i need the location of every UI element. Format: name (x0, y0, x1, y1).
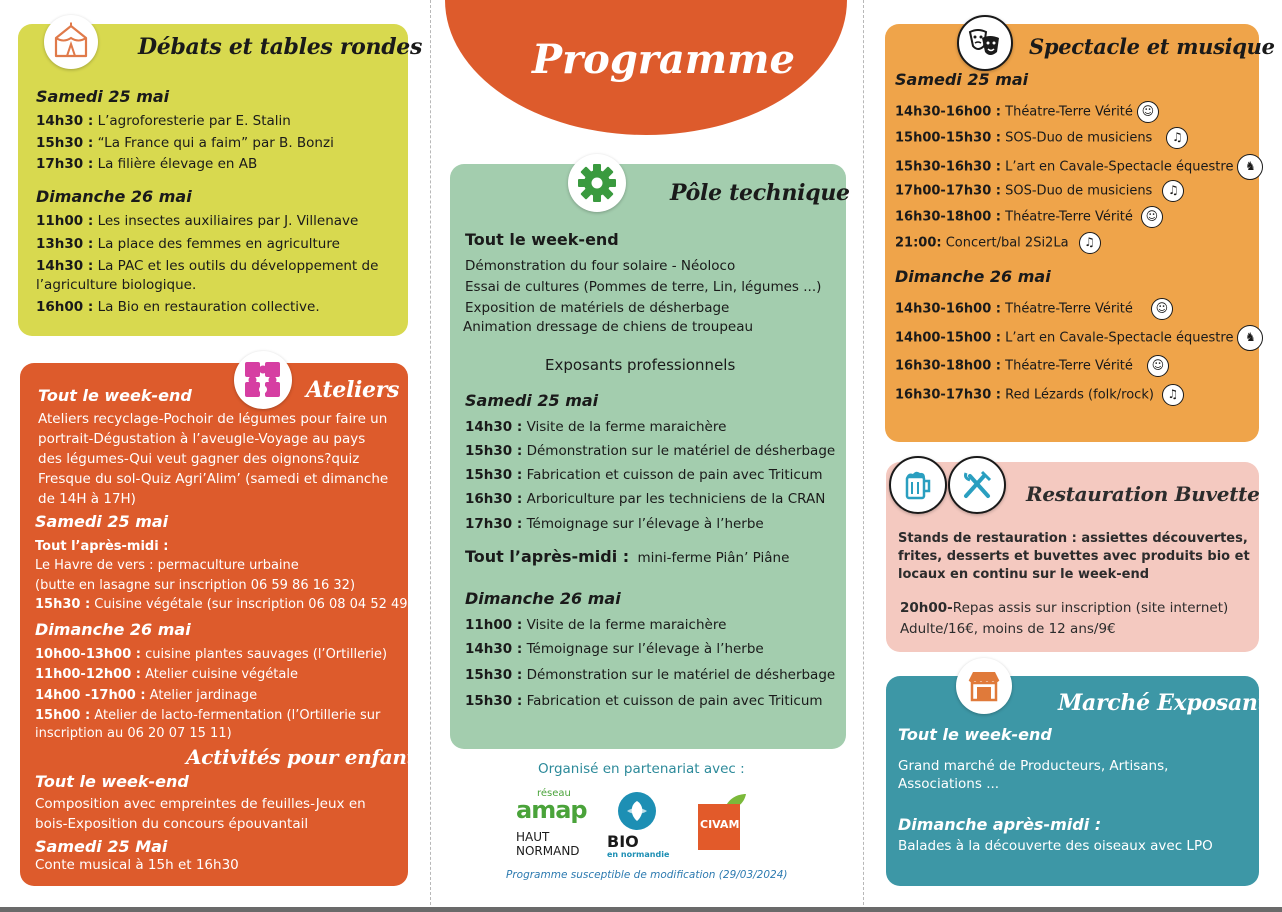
debats-row-3: 17h30 : La filière élevage en AB (36, 156, 258, 172)
debats-row-7: l’agriculture biologique. (36, 277, 197, 293)
ateliers-weekend-line-5: de 14H à 17H) (38, 491, 136, 507)
fold-line-right (863, 0, 864, 905)
bottom-edge (0, 907, 1282, 912)
organise-label: Organisé en partenariat avec : (538, 761, 745, 777)
debats-row-6: 14h30 : La PAC et les outils du développement de (36, 258, 379, 274)
logo-civam (698, 790, 754, 862)
logo-bio (604, 792, 674, 862)
restauration-p1c: locaux en continu sur le week-end (898, 567, 1150, 582)
pole-apres-midi-row: Tout l’après-midi : mini-ferme Piân’ Piâne (465, 547, 790, 566)
debats-row-5: 13h30 : La place des femmes en agriculture (36, 236, 340, 252)
horse-rider-icon: ♞ (1237, 154, 1263, 180)
pole-weekend-line-1: Démonstration du four solaire - Néoloco (465, 258, 736, 274)
pole-row-5: 17h30 : Témoignage sur l’élevage à l’herbe (465, 516, 764, 532)
music-note-icon: ♫ (1166, 127, 1188, 149)
horse-rider-icon: ♞ (1237, 325, 1263, 351)
debats-day2: Dimanche 26 mai (36, 187, 192, 206)
debats-row-8: 16h00 : La Bio en restauration collective. (36, 299, 320, 315)
theatre-icon: ☺ (1151, 298, 1173, 320)
logo-amap-top: réseau (537, 788, 571, 799)
pole-row-4: 16h30 : Arboriculture par les techniciens de la CRAN (465, 491, 826, 507)
restauration-card (886, 462, 1259, 652)
ateliers-row-1: 10h00-13h00 : cuisine plantes sauvages (l’Ortillerie) (35, 647, 388, 662)
theatre-icon: ☺ (1147, 355, 1169, 377)
pole-exposants: Exposants professionnels (545, 356, 736, 374)
pole-row-1: 14h30 : Visite de la ferme maraichère (465, 419, 727, 435)
debats-row-2: 15h30 : “La France qui a faim” par B. Bonzi (36, 135, 334, 151)
logo-amap (510, 788, 594, 864)
spectacle-row-8: 14h00-15h00 : L’art en Cavale-Spectacle équestre ♞ (895, 325, 1263, 351)
pole-row-2: 15h30 : Démonstration sur le matériel de désherbage (465, 443, 836, 459)
ateliers-card (20, 363, 427, 886)
ateliers-day1: Samedi 25 mai (35, 512, 169, 531)
spectacle-row-3: 15h30-16h30 : L’art en Cavale-Spectacle équestre ♞ (895, 154, 1263, 180)
marche-weekend-line-2: Associations ... (898, 776, 1000, 792)
pole-row-6: 11h00 : Visite de la ferme maraichère (465, 617, 727, 633)
theatre-masks-icon (957, 15, 1013, 71)
ateliers-cuisine-row: 15h30 : Cuisine végétale (sur inscription 06 08 04 52 49) (35, 597, 413, 612)
spectacle-row-9: 16h30-18h00 : Théatre-Terre Vérité ☺ (895, 355, 1169, 377)
bio-leaf-icon (618, 792, 656, 830)
theatre-icon: ☺ (1137, 101, 1159, 123)
gear-icon (568, 154, 626, 212)
ateliers-apres-midi: Tout l’après-midi : (35, 539, 169, 554)
spectacle-title: Spectacle et musique (1029, 34, 1275, 59)
pole-weekend-line-3: Exposition de matériels de désherbage (465, 300, 730, 316)
spectacle-row-6: 21:00: Concert/bal 2Si2La ♫ (895, 232, 1101, 254)
logo-amap-line1: HAUT (516, 830, 550, 844)
ateliers-title: Ateliers (306, 377, 400, 403)
pole-weekend-label: Tout le week-end (465, 230, 619, 249)
marche-dimanche-text: Balades à la découverte des oiseaux avec LPO (898, 838, 1213, 854)
restauration-title: Restauration Buvette (1026, 482, 1260, 506)
marche-weekend-line-1: Grand marché de Producteurs, Artisans, (898, 758, 1169, 774)
logo-civam-main: CIVAM (700, 818, 740, 831)
pole-row-9: 15h30 : Fabrication et cuisson de pain avec Triticum (465, 693, 823, 709)
civam-box (698, 804, 740, 850)
spectacle-day2: Dimanche 26 mai (895, 267, 1051, 286)
pole-day1: Samedi 25 mai (465, 391, 599, 410)
programme-title: Programme (532, 36, 795, 83)
ateliers-row-4: 15h00 : Atelier de lacto-fermentation (l’Ortillerie sur (35, 708, 381, 723)
debats-row-4: 11h00 : Les insectes auxiliaires par J. Villenave (36, 213, 359, 229)
ateliers-havre-1: Le Havre de vers : permaculture urbaine (35, 558, 299, 573)
tent-icon (44, 15, 98, 69)
music-note-icon: ♫ (1162, 384, 1184, 406)
pole-row-8: 15h30 : Démonstration sur le matériel de désherbage (465, 667, 836, 683)
spectacle-row-1: 14h30-16h00 : Théatre-Terre Vérité ☺ (895, 101, 1159, 123)
logo-amap-line2: NORMAND (516, 844, 580, 858)
debats-card (18, 24, 423, 336)
enfants-line-2: bois-Exposition du concours épouvantail (35, 816, 309, 832)
pole-weekend-line-2: Essai de cultures (Pommes de terre, Lin, légumes ...) (465, 279, 822, 295)
restauration-p1b: frites, desserts et buvettes avec produits bio et (898, 549, 1250, 564)
ateliers-row-3: 14h00 -17h00 : Atelier jardinage (35, 688, 258, 703)
ateliers-row-5: inscription au 06 20 07 15 11) (35, 726, 232, 741)
ateliers-weekend-line-3: des légumes-Qui veut gagner des oignons?quiz (38, 451, 360, 467)
spectacle-row-10: 16h30-17h30 : Red Lézards (folk/rock) ♫ (895, 384, 1184, 406)
ateliers-weekend-line-4: Fresque du sol-Quiz Agri’Alim’ (samedi et dimanche (38, 471, 389, 487)
marche-weekend-label: Tout le week-end (898, 725, 1052, 744)
ateliers-weekend-label: Tout le week-end (38, 386, 192, 405)
spectacle-row-2: 15h00-15h30 : SOS-Duo de musiciens ♫ (895, 127, 1188, 149)
pole-row-3: 15h30 : Fabrication et cuisson de pain avec Triticum (465, 467, 823, 483)
disclaimer: Programme susceptible de modification (29/03/2024) (506, 869, 788, 881)
pole-card (450, 164, 850, 749)
restauration-p2a: 20h00-Repas assis sur inscription (site internet) (900, 600, 1229, 616)
pole-weekend-line-4: Animation dressage de chiens de troupeau (463, 319, 754, 335)
enfants-title: Activités pour enfants (186, 745, 427, 769)
ateliers-weekend-line-1: Ateliers recyclage-Pochoir de légumes pour faire un (38, 411, 388, 427)
enfants-conte: Conte musical à 15h et 16h30 (35, 857, 239, 873)
enfants-line-1: Composition avec empreintes de feuilles-Jeux en (35, 796, 366, 812)
debats-day1: Samedi 25 mai (36, 87, 170, 106)
ateliers-day2: Dimanche 26 mai (35, 620, 191, 639)
puzzle-icon (234, 351, 292, 409)
spectacle-row-7: 14h30-16h00 : Théatre-Terre Vérité ☺ (895, 298, 1173, 320)
spectacle-row-4: 17h00-17h30 : SOS-Duo de musiciens ♫ (895, 180, 1184, 202)
marche-dimanche-label: Dimanche après-midi : (898, 815, 1102, 834)
ateliers-havre-2: (butte en lasagne sur inscription 06 59 86 16 32) (35, 578, 356, 593)
pole-title: Pôle technique (670, 180, 850, 206)
fold-line-left (430, 0, 431, 905)
restauration-p2b: Adulte/16€, moins de 12 ans/9€ (900, 621, 1116, 637)
logo-bio-sub: en normandie (607, 850, 670, 859)
spectacle-row-5: 16h30-18h00 : Théatre-Terre Vérité ☺ (895, 206, 1163, 228)
beer-mug-icon (889, 456, 947, 514)
spectacle-day1: Samedi 25 mai (895, 70, 1029, 89)
pole-row-7: 14h30 : Témoignage sur l’élevage à l’herbe (465, 641, 764, 657)
enfants-weekend-label: Tout le week-end (35, 772, 189, 791)
logo-bio-main: BIO (607, 832, 639, 851)
marche-title: Marché Exposants (1058, 690, 1280, 716)
debats-title: Débats et tables rondes (138, 34, 423, 60)
music-note-icon: ♫ (1162, 180, 1184, 202)
debats-row-1: 14h30 : L’agroforesterie par E. Stalin (36, 113, 291, 129)
restauration-p1a: Stands de restauration : assiettes découvertes, (898, 531, 1248, 546)
ateliers-row-2: 11h00-12h00 : Atelier cuisine végétale (35, 667, 298, 682)
theatre-icon: ☺ (1141, 206, 1163, 228)
spectacle-card (885, 24, 1275, 442)
ateliers-weekend-line-2: portrait-Dégustation à l’aveugle-Voyage au pays (38, 431, 366, 447)
music-note-icon: ♫ (1079, 232, 1101, 254)
fork-knife-icon (948, 456, 1006, 514)
enfants-day: Samedi 25 Mai (35, 837, 168, 856)
pole-day2: Dimanche 26 mai (465, 589, 621, 608)
logo-amap-main: amap (516, 796, 587, 824)
marche-card (886, 676, 1280, 886)
market-stall-icon (956, 658, 1012, 714)
